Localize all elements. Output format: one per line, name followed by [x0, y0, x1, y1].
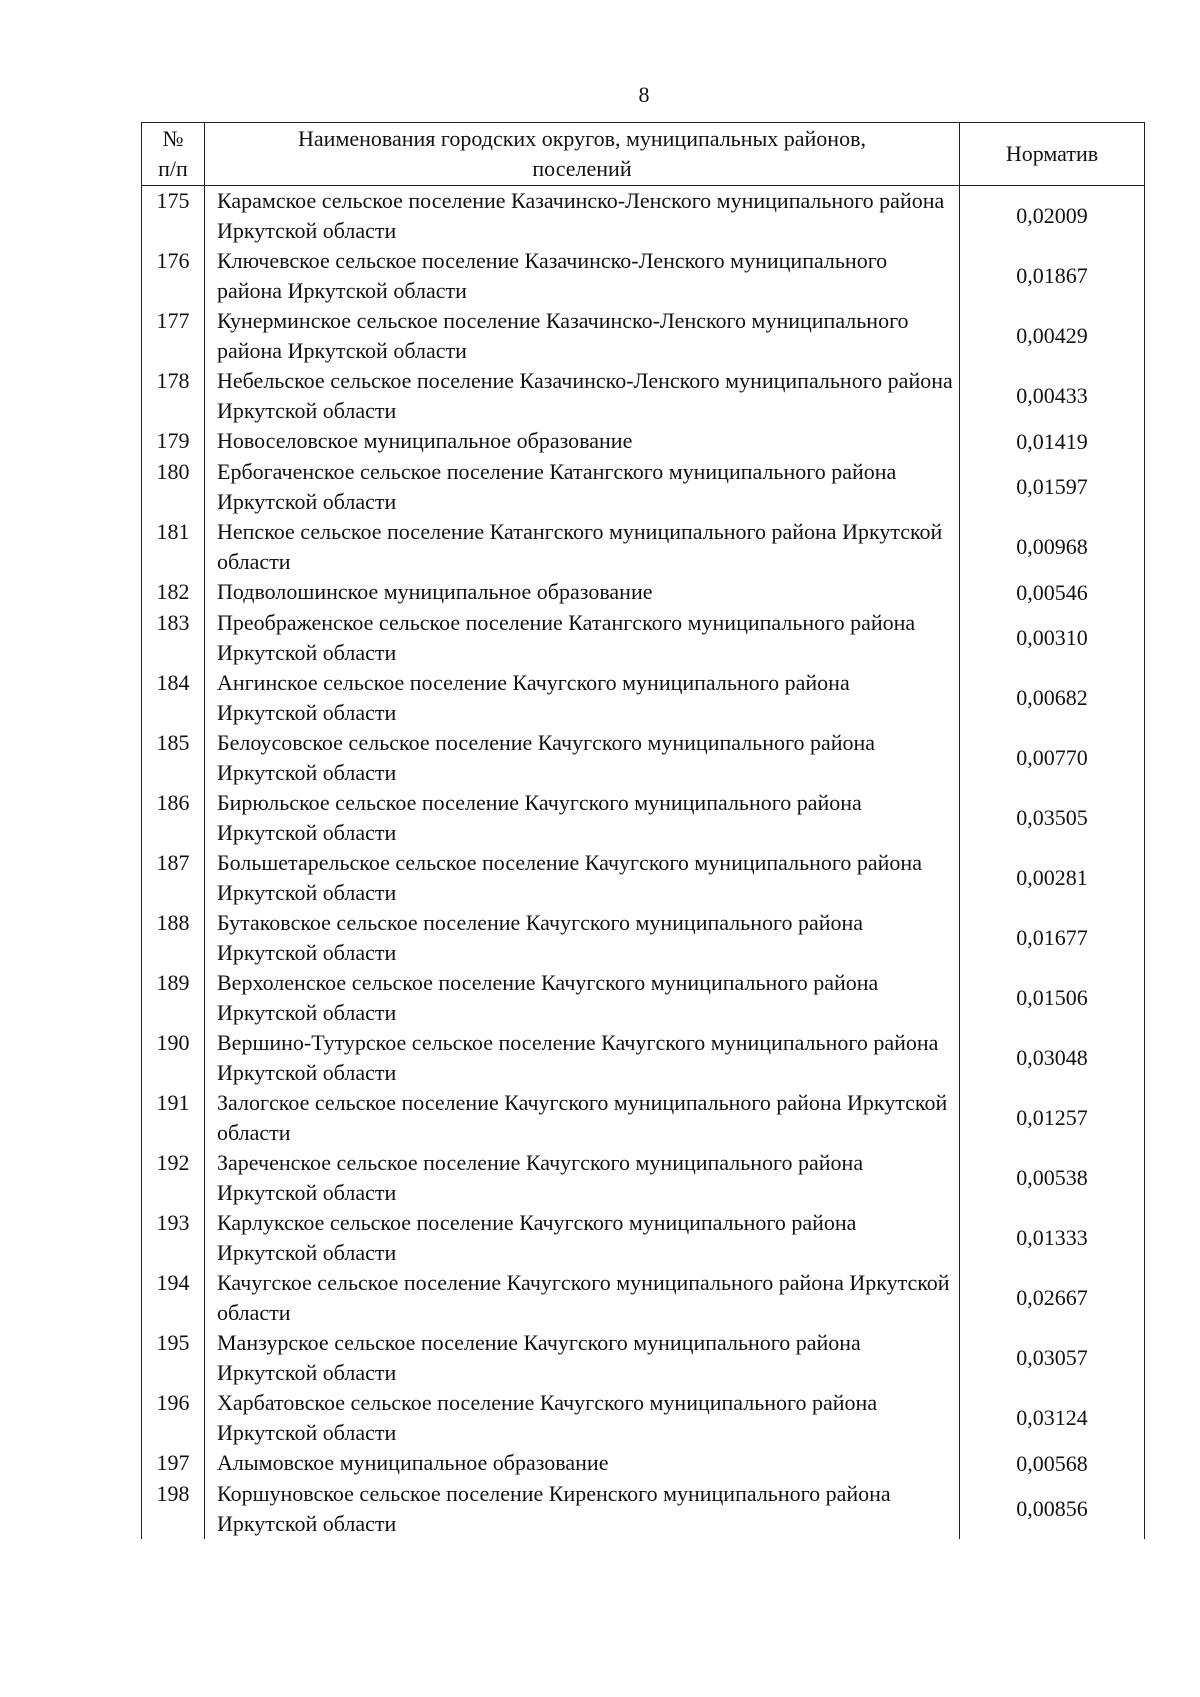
- table-row: [142, 788, 1145, 848]
- table-row: [142, 908, 1145, 968]
- row-number: 178: [142, 366, 205, 426]
- row-value: 0,01333: [960, 1208, 1145, 1268]
- row-number: 191: [142, 1088, 205, 1148]
- table-row: [142, 517, 1145, 577]
- table-row: [142, 1268, 1145, 1328]
- table-row: [142, 246, 1145, 306]
- row-name: Карлукское сельское поселение Качугского муниципального района Иркутской области: [205, 1208, 960, 1268]
- row-value: 0,02667: [960, 1268, 1145, 1328]
- row-number: 193: [142, 1208, 205, 1268]
- header-name: Наименования городских округов, муниципальных районов, поселений: [205, 123, 960, 186]
- header-number: [142, 123, 205, 186]
- row-value: 0,01677: [960, 908, 1145, 968]
- row-value: 0,03124: [960, 1388, 1145, 1448]
- row-number: 181: [142, 517, 205, 577]
- row-name: Залогское сельское поселение Качугского муниципального района Иркутской области: [205, 1088, 960, 1148]
- row-name: Качугское сельское поселение Качугского муниципального района Иркутской области: [205, 1268, 960, 1328]
- row-value: 0,01419: [960, 426, 1145, 457]
- header-number-abbrev: п/п: [158, 156, 188, 181]
- row-value: 0,00281: [960, 848, 1145, 908]
- table-row: [142, 457, 1145, 517]
- row-name: Непское сельское поселение Катангского муниципального района Иркутской области: [205, 517, 960, 577]
- header-value: Норматив: [960, 123, 1145, 186]
- row-number: 176: [142, 246, 205, 306]
- row-name: Коршуновское сельское поселение Киренского муниципального района Иркутской области: [205, 1479, 960, 1539]
- row-value: 0,01506: [960, 968, 1145, 1028]
- row-value: 0,00538: [960, 1148, 1145, 1208]
- table-row: [142, 1479, 1145, 1539]
- table-row: [142, 1208, 1145, 1268]
- table-row: [142, 1328, 1145, 1388]
- row-name: Бирюльское сельское поселение Качугского муниципального района Иркутской области: [205, 788, 960, 848]
- row-number: 187: [142, 848, 205, 908]
- row-number: 179: [142, 426, 205, 457]
- table-body: [142, 186, 1145, 1540]
- page-number: 8: [638, 82, 650, 107]
- table-row: [142, 1388, 1145, 1448]
- row-value: 0,01257: [960, 1088, 1145, 1148]
- row-number: 192: [142, 1148, 205, 1208]
- row-value: 0,00310: [960, 608, 1145, 668]
- row-number: 182: [142, 577, 205, 608]
- table-row: [142, 1028, 1145, 1088]
- row-number: 194: [142, 1268, 205, 1328]
- table-header: [142, 123, 1145, 186]
- row-value: 0,00856: [960, 1479, 1145, 1539]
- row-value: 0,00968: [960, 517, 1145, 577]
- table-row: [142, 1148, 1145, 1208]
- row-name: Бутаковское сельское поселение Качугского муниципального района Иркутской области: [205, 908, 960, 968]
- header-number-symbol: №: [162, 126, 184, 151]
- row-name: Новоселовское муниципальное образование: [205, 426, 960, 457]
- row-value: 0,01867: [960, 246, 1145, 306]
- row-number: 197: [142, 1448, 205, 1479]
- table-row: [142, 968, 1145, 1028]
- row-name: Карамское сельское поселение Казачинско-Ленского муниципального района Иркутской области: [205, 186, 960, 247]
- row-name: Алымовское муниципальное образование: [205, 1448, 960, 1479]
- row-name: Манзурское сельское поселение Качугского муниципального района Иркутской области: [205, 1328, 960, 1388]
- row-number: 184: [142, 668, 205, 728]
- row-value: 0,03048: [960, 1028, 1145, 1088]
- row-name: Вершино-Тутурское сельское поселение Качугского муниципального района Иркутской области: [205, 1028, 960, 1088]
- row-number: 198: [142, 1479, 205, 1539]
- row-name: Небельское сельское поселение Казачинско-Ленского муниципального района Иркутской области: [205, 366, 960, 426]
- row-value: 0,02009: [960, 186, 1145, 247]
- row-value: 0,01597: [960, 457, 1145, 517]
- row-number: 175: [142, 186, 205, 247]
- row-value: 0,00429: [960, 306, 1145, 366]
- row-name: Белоусовское сельское поселение Качугского муниципального района Иркутской области: [205, 728, 960, 788]
- row-value: 0,00682: [960, 668, 1145, 728]
- row-number: 189: [142, 968, 205, 1028]
- table-row: [142, 426, 1145, 457]
- row-name: Ангинское сельское поселение Качугского муниципального района Иркутской области: [205, 668, 960, 728]
- row-number: 180: [142, 457, 205, 517]
- row-name: Кунерминское сельское поселение Казачинско-Ленского муниципального района Иркутской области: [205, 306, 960, 366]
- row-value: 0,00433: [960, 366, 1145, 426]
- row-number: 177: [142, 306, 205, 366]
- row-number: 183: [142, 608, 205, 668]
- row-name: Ербогаченское сельское поселение Катангского муниципального района Иркутской области: [205, 457, 960, 517]
- table-row: [142, 668, 1145, 728]
- row-name: Ключевское сельское поселение Казачинско-Ленского муниципального района Иркутской области: [205, 246, 960, 306]
- row-value: 0,00546: [960, 577, 1145, 608]
- row-name: Верхоленское сельское поселение Качугского муниципального района Иркутской области: [205, 968, 960, 1028]
- table-row: [142, 848, 1145, 908]
- row-number: 195: [142, 1328, 205, 1388]
- row-value: 0,00568: [960, 1448, 1145, 1479]
- table-row: [142, 1088, 1145, 1148]
- row-number: 185: [142, 728, 205, 788]
- row-name: Подволошинское муниципальное образование: [205, 577, 960, 608]
- row-number: 190: [142, 1028, 205, 1088]
- row-number: 186: [142, 788, 205, 848]
- row-name: Преображенское сельское поселение Катангского муниципального района Иркутской области: [205, 608, 960, 668]
- table-row: [142, 186, 1145, 247]
- table-row: [142, 577, 1145, 608]
- norms-table: [141, 122, 1145, 1539]
- row-name: Харбатовское сельское поселение Качугского муниципального района Иркутской области: [205, 1388, 960, 1448]
- table-row: [142, 366, 1145, 426]
- row-number: 196: [142, 1388, 205, 1448]
- row-number: 188: [142, 908, 205, 968]
- row-value: 0,00770: [960, 728, 1145, 788]
- table-row: [142, 608, 1145, 668]
- row-value: 0,03505: [960, 788, 1145, 848]
- table-row: [142, 728, 1145, 788]
- row-value: 0,03057: [960, 1328, 1145, 1388]
- table-row: [142, 1448, 1145, 1479]
- table-row: [142, 306, 1145, 366]
- row-name: Большетарельское сельское поселение Качугского муниципального района Иркутской области: [205, 848, 960, 908]
- row-name: Зареченское сельское поселение Качугского муниципального района Иркутской области: [205, 1148, 960, 1208]
